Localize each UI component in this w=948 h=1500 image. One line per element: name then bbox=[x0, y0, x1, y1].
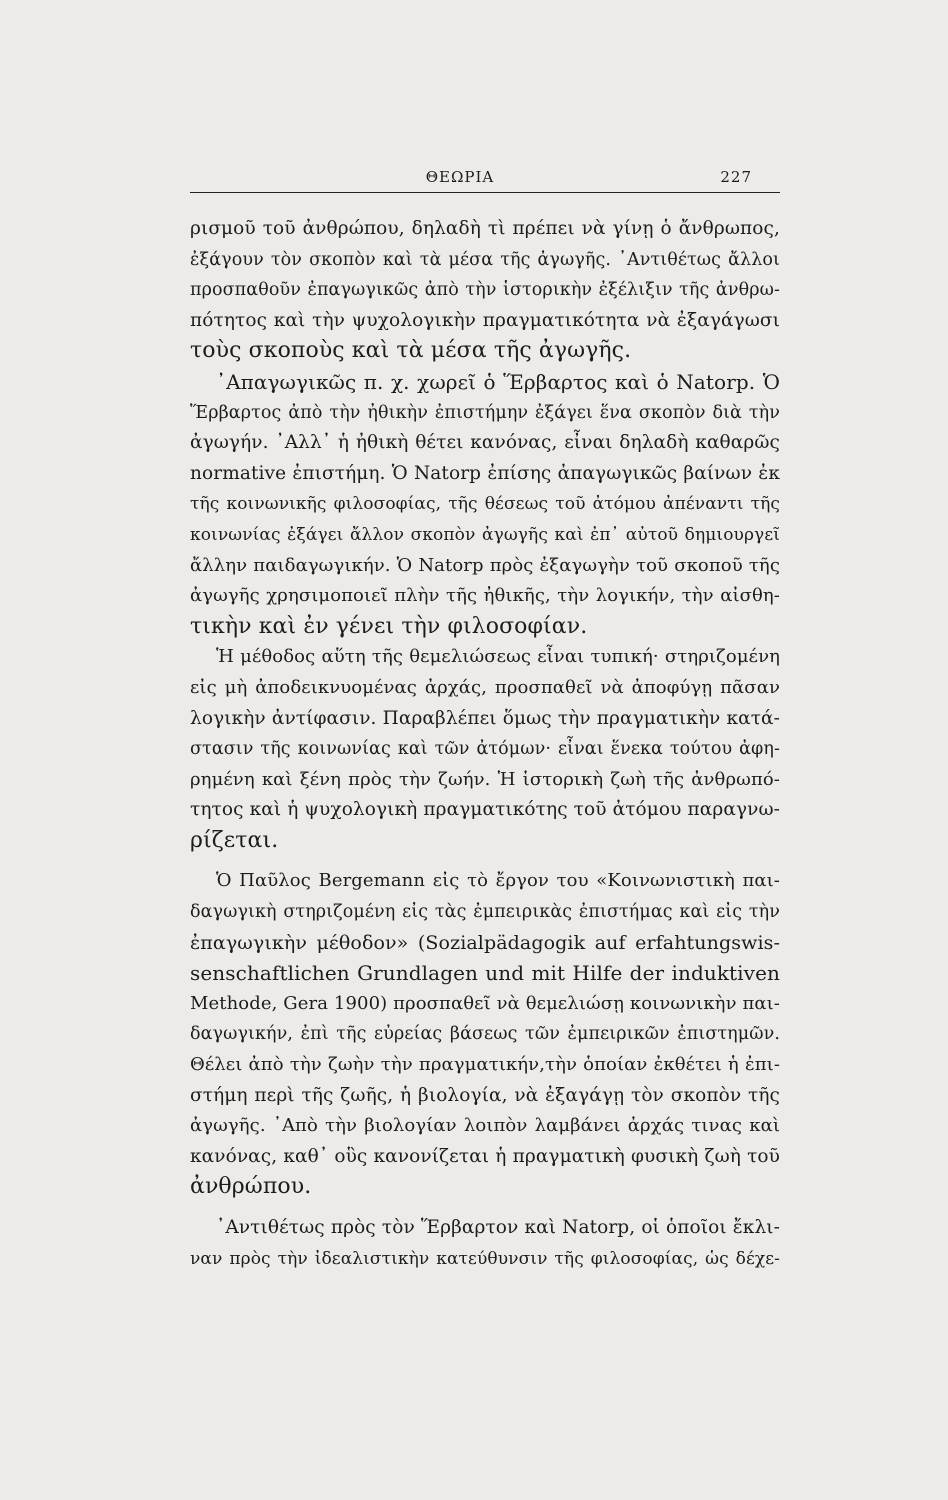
text-line: ἐξάγουν τὸν σκοπὸν καὶ τὰ μέσα τῆς ἀγωγῆς. ᾿Αντιθέτως ἄλλοι bbox=[190, 249, 780, 270]
text-line: Methode, Gera 1900) προσπαθεῖ νὰ θεμελιώσῃ κοινωνικὴν παι- bbox=[190, 992, 780, 1014]
text-line: ἀγωγήν. ᾿Αλλ᾿ ἡ ἠθικὴ θέτει κανόνας, εἶναι δηλαδὴ καθαρῶς bbox=[190, 432, 780, 454]
text-line: Ὁ Παῦλος Bergemann εἰς τὸ ἔργον του «Κοινωνιστικὴ παι- bbox=[216, 870, 780, 892]
page-number: 227 bbox=[720, 168, 752, 186]
text-line: normative ἐπιστήμη. Ὁ Natorp ἐπίσης ἀπαγωγικῶς βαίνων ἐκ bbox=[190, 462, 780, 484]
text-line: ρίζεται. bbox=[190, 827, 279, 853]
text-line: ᾿Αντιθέτως πρὸς τὸν Ἕρβαρτον καὶ Natorp, οἱ ὁποῖοι ἔκλι- bbox=[216, 1217, 780, 1238]
text-line: ᾿Απαγωγικῶς π. χ. χωρεῖ ὁ Ἕρβαρτος καὶ ὁ Natorp. Ὁ bbox=[216, 369, 780, 394]
header-title: ΘΕΩΡΙΑ bbox=[425, 168, 495, 186]
body-text bbox=[190, 214, 780, 1274]
text-line: κοινωνίας ἐξάγει ἄλλον σκοπὸν ἀγωγῆς καὶ ἐπ᾿ αὐτοῦ δημιουργεῖ bbox=[190, 524, 780, 545]
text-line: senschaftlichen Grundlagen und mit Hilfe der induktiven bbox=[190, 961, 780, 986]
text-line: τῆς κοινωνικῆς φιλοσοφίας, τῆς θέσεως τοῦ ἀτόμου ἀπέναντι τῆς bbox=[190, 494, 780, 515]
text-line: κανόνας, καθ᾿ οὓς κανονίζεται ἡ πραγματικὴ φυσικὴ ζωὴ τοῦ bbox=[190, 1145, 780, 1167]
text-line: στήμη περὶ τῆς ζωῆς, ἡ βιολογία, νὰ ἐξαγάγῃ τὸν σκοπὸν τῆς bbox=[190, 1084, 780, 1106]
text-line: ἐπαγωγικὴν μέθοδον» (Sozialpädagogik auf erfahtungswis- bbox=[190, 931, 780, 954]
text-line: Ἕρβαρτος ἀπὸ τὴν ἠθικὴν ἐπιστήμην ἐξάγει ἕνα σκοπὸν διὰ τὴν bbox=[190, 402, 780, 423]
text-line: ἀγωγῆς. ᾿Απὸ τὴν βιολογίαν λοιπὸν λαμβάνει ἀρχάς τινας καὶ bbox=[190, 1115, 780, 1137]
text-line: δαγωγικὴ στηριζομένη εἰς τὰς ἐμπειρικὰς ἐπιστήμας καὶ εἰς τὴν bbox=[190, 902, 780, 923]
text-line: ρημένη καὶ ξένη πρὸς τὴν ζωήν. Ἡ ἱστορικὴ ζωὴ τῆς ἀνθρωπό- bbox=[190, 768, 780, 790]
text-line: ἀνθρώπου. bbox=[190, 1174, 312, 1200]
text-line: ἄλλην παιδαγωγικήν. Ὁ Natorp πρὸς ἐξαγωγὴν τοῦ σκοποῦ τῆς bbox=[190, 554, 780, 576]
text-line: τοὺς σκοποὺς καὶ τὰ μέσα τῆς ἀγωγῆς. bbox=[190, 338, 632, 364]
running-header bbox=[190, 168, 780, 193]
text-line: Θέλει ἀπὸ τὴν ζωὴν τὴν πραγματικήν,τὴν ὁποίαν ἐκθέτει ἡ ἐπι- bbox=[190, 1054, 780, 1076]
text-line: λογικὴν ἀντίφασιν. Παραβλέπει ὅμως τὴν πραγματικὴν κατά- bbox=[190, 707, 780, 729]
text-line: ρισμοῦ τοῦ ἀνθρώπου, δηλαδὴ τὶ πρέπει νὰ γίνῃ ὁ ἄνθρωπος, bbox=[190, 218, 780, 239]
text-line: προσπαθοῦν ἐπαγωγικῶς ἀπὸ τὴν ἱστορικὴν ἐξέλιξιν τῆς ἀνθρω- bbox=[190, 280, 780, 301]
text-line: ἀγωγῆς χρησιμοποιεῖ πλὴν τῆς ἠθικῆς, τὴν λογικήν, τὴν αἰσθη- bbox=[190, 585, 780, 607]
text-line: στασιν τῆς κοινωνίας καὶ τῶν ἀτόμων· εἶναι ἕνεκα τούτου ἀφη- bbox=[190, 739, 780, 760]
text-line: εἰς μὴ ἀποδεικνυομένας ἀρχάς, προσπαθεῖ νὰ ἀποφύγῃ πᾶσαν bbox=[190, 676, 780, 698]
text-line: ναν πρὸς τὴν ἰδεαλιστικὴν κατεύθυνσιν τῆς φιλοσοφίας, ὡς δέχε- bbox=[190, 1248, 780, 1269]
text-line: δαγωγικήν, ἐπὶ τῆς εὐρείας βάσεως τῶν ἐμπειρικῶν ἐπιστημῶν. bbox=[190, 1024, 780, 1045]
text-line: Ἡ μέθοδος αὕτη τῆς θεμελιώσεως εἶναι τυπική· στηριζομένη bbox=[216, 646, 780, 668]
text-line: τικὴν καὶ ἐν γένει τὴν φιλοσοφίαν. bbox=[190, 613, 588, 639]
text-line: τητος καὶ ἡ ψυχολογικὴ πραγματικότης τοῦ ἀτόμου παραγνω- bbox=[190, 799, 780, 821]
text-line: πότητος καὶ τὴν ψυχολογικὴν πραγματικότητα νὰ ἐξαγάγωσι bbox=[190, 309, 780, 331]
